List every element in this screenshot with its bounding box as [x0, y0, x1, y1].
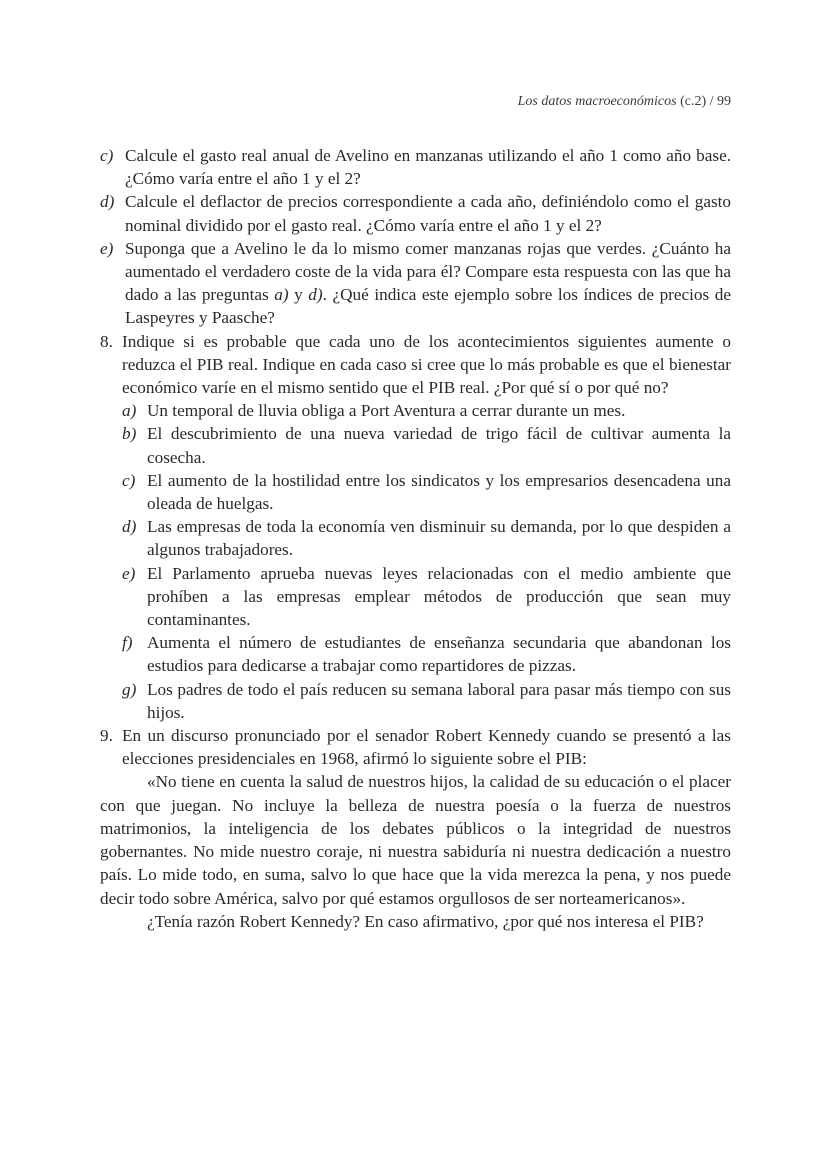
- exercise-text: Indique si es probable que cada uno de los acontecimientos siguientes aumente o reduzca el PIB real. Indique en cada caso si cree que lo más probable es que el bienestar económico varíe en el mismo sentido que el PIB real. ¿Por qué sí o por qué no?: [122, 331, 731, 398]
- subitem-text: El descubrimiento de una nueva variedad de trigo fácil de cultivar aumenta la cosecha.: [147, 424, 731, 467]
- subitem-text-part: . ¿Qué indica este ejemplo sobre los índices de precios de Laspeyres y Paasche?: [125, 285, 731, 328]
- exercise-8-subitem-f: [100, 631, 731, 677]
- page-number: 99: [717, 94, 731, 109]
- subitem-label: c): [100, 146, 114, 165]
- subitem-text: Las empresas de toda la economía ven disminuir su demanda, por lo que despiden a algunos trabajadores.: [147, 517, 731, 560]
- subitem-text: El aumento de la hostilidad entre los sindicatos y los empresarios desencadena una oleada de huelgas.: [147, 470, 731, 514]
- page-body: [100, 144, 731, 933]
- exercise-8-subitem-b: [100, 422, 731, 468]
- subitem-text: Un temporal de lluvia obliga a Port Aventura a cerrar durante un mes.: [147, 401, 626, 421]
- subitem-text-part: Suponga que a Avelino le da lo mismo comer manzanas rojas que verdes. ¿Cuánto ha aumentado el verdadero coste de la vida para él? Compare esta respuesta con las que ha dado a las preguntas: [125, 238, 731, 305]
- exercise-subitem-d: [100, 190, 731, 236]
- exercise-question: ¿Tenía razón Robert Kennedy? En caso afirmativo, ¿por qué nos interesa el PIB?: [147, 911, 704, 931]
- subitem-text: Los padres de todo el país reducen su semana laboral para pasar más tiempo con sus hijos.: [147, 679, 731, 722]
- exercise-subitem-c: [100, 144, 731, 190]
- exercise-8-subitem-e: [100, 562, 731, 632]
- running-header-chapter: (c.2): [680, 94, 707, 109]
- subitem-label: g): [122, 679, 137, 699]
- subitem-label: e): [100, 238, 114, 258]
- subitem-text: Calcule el gasto real anual de Avelino en manzanas utilizando el año 1 como año base. ¿Cómo varía entre el año 1 y el 2?: [125, 146, 731, 189]
- exercise-subitem-e: [100, 237, 731, 330]
- exercise-8-subitem-c: [100, 469, 731, 515]
- kennedy-quote: «No tiene en cuenta la salud de nuestros hijos, la calidad de su educación o el placer con que juegan. No incluye la belleza de nuestra poesía o la fuerza de nuestros matrimonios, la inteligencia de los debates públicos o la integridad de nuestros gobernantes. No mide nuestro coraje, ni nuestra sabiduría ni nuestra dedicación a nuestro país. Lo mide todo, en suma, salvo lo que hace que la vida merezca la pena, y nos puede decir todo sobre América, salvo por qué estamos orgullosos de ser norteamericanos».: [100, 772, 731, 908]
- subitem-text: Aumenta el número de estudiantes de enseñanza secundaria que abandonan los estudios para dedicarse a trabajar como repartidores de pizzas.: [147, 633, 731, 676]
- subitem-text: Calcule el deflactor de precios correspondiente a cada año, definiéndolo como el gasto nominal dividido por el gasto real. ¿Cómo varía entre el año 1 y el 2?: [125, 192, 731, 235]
- question-reference: a): [274, 285, 289, 305]
- running-header: [518, 94, 731, 110]
- subitem-text: El Parlamento aprueba nuevas leyes relacionadas con el medio ambiente que prohíben a las empresas emplear métodos de producción que sean muy contaminantes.: [147, 563, 731, 630]
- exercise-number: 9.: [100, 726, 113, 746]
- running-header-title: Los datos macroeconómicos: [517, 94, 677, 109]
- subitem-label: d): [122, 517, 137, 537]
- question-reference: d): [308, 285, 323, 305]
- subitem-label: d): [100, 192, 115, 212]
- subitem-label: e): [122, 563, 136, 583]
- subitem-text-part: y: [288, 285, 309, 305]
- exercise-8-subitem-g: [100, 678, 731, 724]
- exercise-9: [100, 724, 731, 933]
- subitem-label: f): [122, 633, 133, 653]
- exercise-intro: En un discurso pronunciado por el senador Robert Kennedy cuando se presentó a las elecciones presidenciales en 1968, afirmó lo siguiente sobre el PIB:: [122, 726, 731, 769]
- exercise-8-subitem-d: [100, 515, 731, 561]
- subitem-text: [125, 237, 731, 330]
- subitem-label: b): [122, 424, 137, 444]
- exercise-number: 8.: [100, 331, 113, 351]
- running-header-separator: /: [709, 94, 714, 109]
- subitem-label: a): [122, 401, 137, 421]
- exercise-8: [100, 330, 731, 724]
- exercise-8-subitem-a: [100, 399, 731, 422]
- subitem-label: c): [122, 470, 136, 490]
